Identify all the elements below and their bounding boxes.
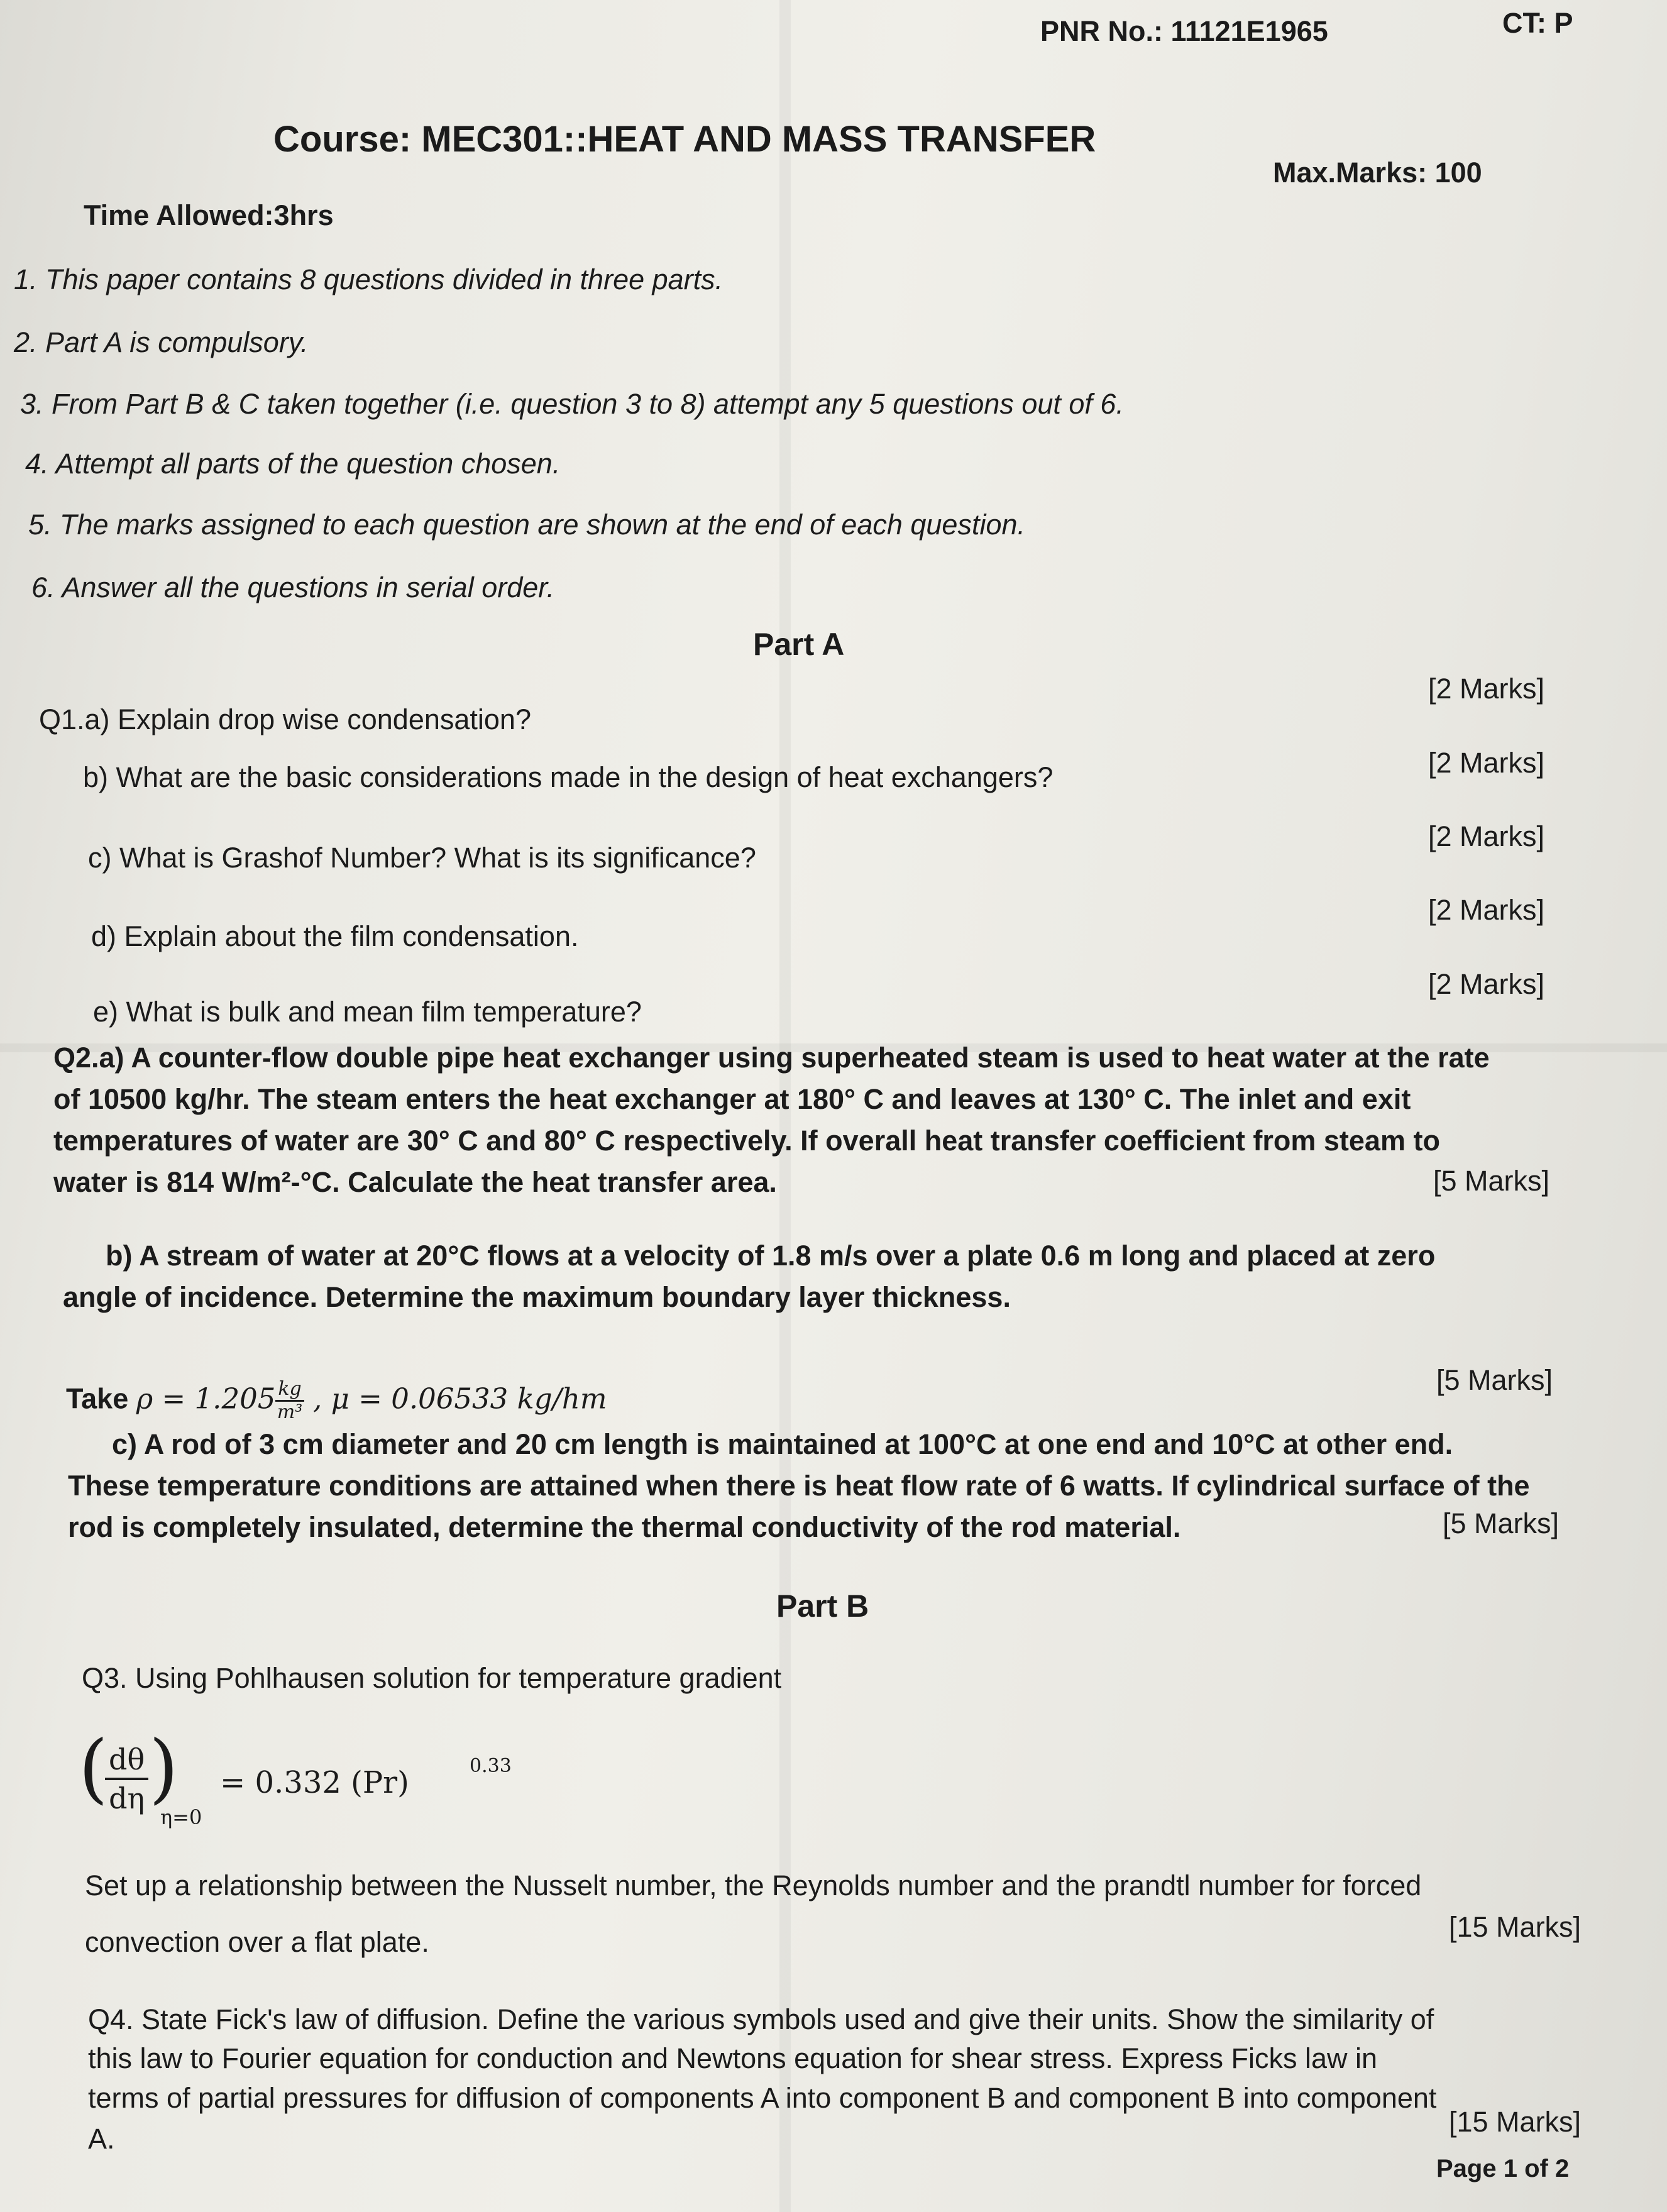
- q4-line: this law to Fourier equation for conduction and Newtons equation for shear stress. Express Ficks law in: [88, 2042, 1377, 2074]
- q2a-line: water is 814 W/m²-°C. Calculate the heat transfer area.: [53, 1166, 777, 1198]
- q4-line: A.: [88, 2123, 115, 2155]
- q2c-paragraph: [68, 1424, 1614, 1548]
- left-paren: (: [79, 1725, 108, 1812]
- instruction-2: 2. Part A is compulsory.: [14, 326, 309, 358]
- q2a-marks: [5 Marks]: [1433, 1165, 1550, 1197]
- density-value: ρ = 1.205: [136, 1382, 276, 1416]
- q1b-marks: [2 Marks]: [1428, 747, 1545, 779]
- instruction-5: 5. The marks assigned to each question are shown at the end of each question.: [28, 509, 1026, 541]
- q2b-marks: [5 Marks]: [1436, 1364, 1553, 1396]
- q1c-text: c) What is Grashof Number? What is its significance?: [88, 842, 756, 874]
- q2a-line: Q2.a) A counter-flow double pipe heat exchanger using superheated steam is used to heat water at the rate: [53, 1042, 1490, 1074]
- density-unit: [275, 1380, 304, 1422]
- q2b-paragraph: [63, 1235, 1571, 1318]
- q1a-marks: [2 Marks]: [1428, 673, 1545, 705]
- q2b-given: [66, 1380, 607, 1422]
- derivative-den: dη: [109, 1781, 145, 1815]
- q2c-marks: [5 Marks]: [1443, 1507, 1560, 1539]
- page-number: Page 1 of 2: [1436, 2155, 1570, 2182]
- q2a-line: of 10500 kg/hr. The steam enters the heat exchanger at 180° C and leaves at 130° C. The inlet and exit: [53, 1083, 1411, 1115]
- q1c-marks: [2 Marks]: [1428, 820, 1545, 852]
- derivative-num: dθ: [105, 1745, 148, 1780]
- q4-line: terms of partial pressures for diffusion of components A into component B and component B into component: [88, 2082, 1437, 2114]
- q4-marks: [15 Marks]: [1449, 2106, 1582, 2138]
- take-label: Take: [66, 1382, 136, 1415]
- pnr-number: PNR No.: 11121E1965: [1040, 15, 1328, 47]
- q1b-text: b) What are the basic considerations made in the design of heat exchangers?: [83, 761, 1054, 793]
- instruction-6: 6. Answer all the questions in serial order.: [31, 571, 555, 603]
- q1a-text: Q1.a) Explain drop wise condensation?: [39, 703, 531, 735]
- instruction-4: 4. Attempt all parts of the question chosen.: [25, 448, 561, 480]
- q1d-marks: [2 Marks]: [1428, 894, 1545, 926]
- density-unit-den: m³: [277, 1401, 303, 1423]
- part-a-heading: Part A: [753, 627, 845, 662]
- q3-line: convection over a flat plate.: [85, 1926, 429, 1958]
- equation-exponent: 0.33: [470, 1755, 512, 1777]
- q2c-line: These temperature conditions are attained when there is heat flow rate of 6 watts. If cylindrical surface of the: [68, 1470, 1530, 1502]
- right-paren: ): [149, 1725, 179, 1812]
- q1e-marks: [2 Marks]: [1428, 968, 1545, 1000]
- q2c-line: rod is completely insulated, determine the thermal conductivity of the rod material.: [68, 1511, 1181, 1543]
- q2c-line: c) A rod of 3 cm diameter and 20 cm length is maintained at 100°C at one end and 10°C at other end.: [112, 1428, 1453, 1460]
- derivative-fraction: [105, 1742, 148, 1815]
- course-title: Course: MEC301::HEAT AND MASS TRANSFER: [273, 119, 1096, 160]
- pohlhausen-equation: [79, 1725, 581, 1829]
- q3-marks: [15 Marks]: [1449, 1911, 1582, 1943]
- q1e-text: e) What is bulk and mean film temperature?: [93, 996, 642, 1028]
- density-unit-num: kg: [275, 1380, 304, 1402]
- ct-label: CT: P: [1502, 7, 1573, 39]
- q3-intro: Q3. Using Pohlhausen solution for temperature gradient: [82, 1662, 782, 1694]
- q2a-paragraph: [53, 1037, 1581, 1203]
- q2b-line: b) A stream of water at 20°C flows at a velocity of 1.8 m/s over a plate 0.6 m long and placed at zero: [106, 1240, 1436, 1272]
- q1d-text: d) Explain about the film condensation.: [91, 920, 579, 952]
- part-b-heading: Part B: [776, 1588, 869, 1624]
- eval-subscript: η=0: [160, 1805, 202, 1829]
- equation-rhs: = 0.332 (Pr): [220, 1765, 409, 1800]
- time-allowed: Time Allowed:3hrs: [84, 199, 334, 231]
- q4-line: Q4. State Fick's law of diffusion. Define the various symbols used and give their units. Show the similarity of: [88, 2003, 1434, 2035]
- max-marks: Max.Marks: 100: [1273, 157, 1482, 189]
- instruction-3: 3. From Part B & C taken together (i.e. question 3 to 8) attempt any 5 questions out of 6.: [20, 388, 1124, 420]
- q2a-line: temperatures of water are 30° C and 80° C respectively. If overall heat transfer coefficient from steam to: [53, 1125, 1440, 1157]
- q3-line: Set up a relationship between the Nusselt number, the Reynolds number and the prandtl number for forced: [85, 1869, 1422, 1901]
- instruction-1: 1. This paper contains 8 questions divided in three parts.: [14, 263, 723, 295]
- viscosity-value: , μ = 0.06533 kg/hm: [304, 1382, 607, 1416]
- q2b-line: angle of incidence. Determine the maximum boundary layer thickness.: [63, 1281, 1011, 1313]
